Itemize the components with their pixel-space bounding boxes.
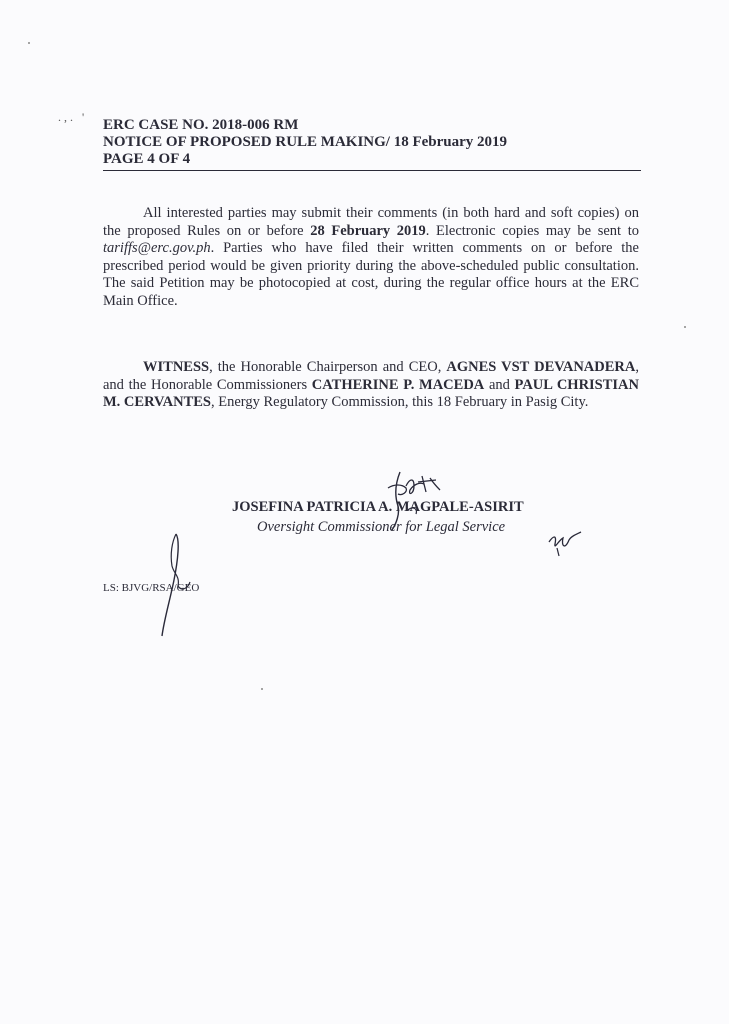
paragraph2-text-a: , the Honorable Chairperson and CEO, [209, 359, 447, 375]
scan-artifact: .,. ' [58, 110, 88, 124]
chairperson-name: AGNES VST DEVANADERA [446, 359, 636, 375]
scan-speck [684, 326, 686, 328]
paragraph1-text-b: . Electronic copies may be sent to [425, 222, 639, 239]
case-number: ERC CASE NO. 2018-006 RM [103, 117, 299, 133]
commissioner-name-2: PAUL CHRISTIAN M. CERVANTES [103, 376, 639, 411]
comments-paragraph [103, 205, 639, 311]
paragraph2-text-c: and [484, 376, 515, 393]
signatory-name: JOSEFINA PATRICIA A. MAGPALE-ASIRIT [232, 499, 524, 515]
paragraph1-text-a: All interested parties may submit their comments (in both hard and soft copies) on the proposed Rules on or before [103, 205, 639, 239]
signatory-title: Oversight Commissioner for Legal Service [257, 519, 506, 535]
typist-initials: LS: BJVG/RSA/GEO [103, 582, 200, 594]
witness-paragraph [103, 359, 639, 412]
scan-speck [261, 688, 263, 690]
scan-speck [28, 42, 30, 44]
initial-scribble [545, 528, 585, 558]
paragraph2-text-b: , and the Honorable Commissioners [103, 359, 639, 393]
document-header [103, 117, 641, 171]
notice-title: NOTICE OF PROPOSED RULE MAKING/ 18 February 2019 [103, 134, 508, 150]
paragraph2-text-d: , Energy Regulatory Commission, this 18 February in Pasig City. [211, 394, 589, 411]
email-address: tariffs@erc.gov.ph [103, 240, 211, 257]
deadline-date: 28 February 2019 [310, 222, 426, 239]
witness-label: WITNESS [143, 359, 210, 375]
paragraph1-text-c: . Parties who have filed their written comments on or before the prescribed period would be given priority during the above-scheduled public consultation. The said Petition may be photocopied at cost, during the regular office hours at the ERC Main Office. [103, 240, 639, 309]
commissioner-name-1: CATHERINE P. MACEDA [311, 376, 485, 393]
page-number: PAGE 4 OF 4 [103, 151, 191, 167]
